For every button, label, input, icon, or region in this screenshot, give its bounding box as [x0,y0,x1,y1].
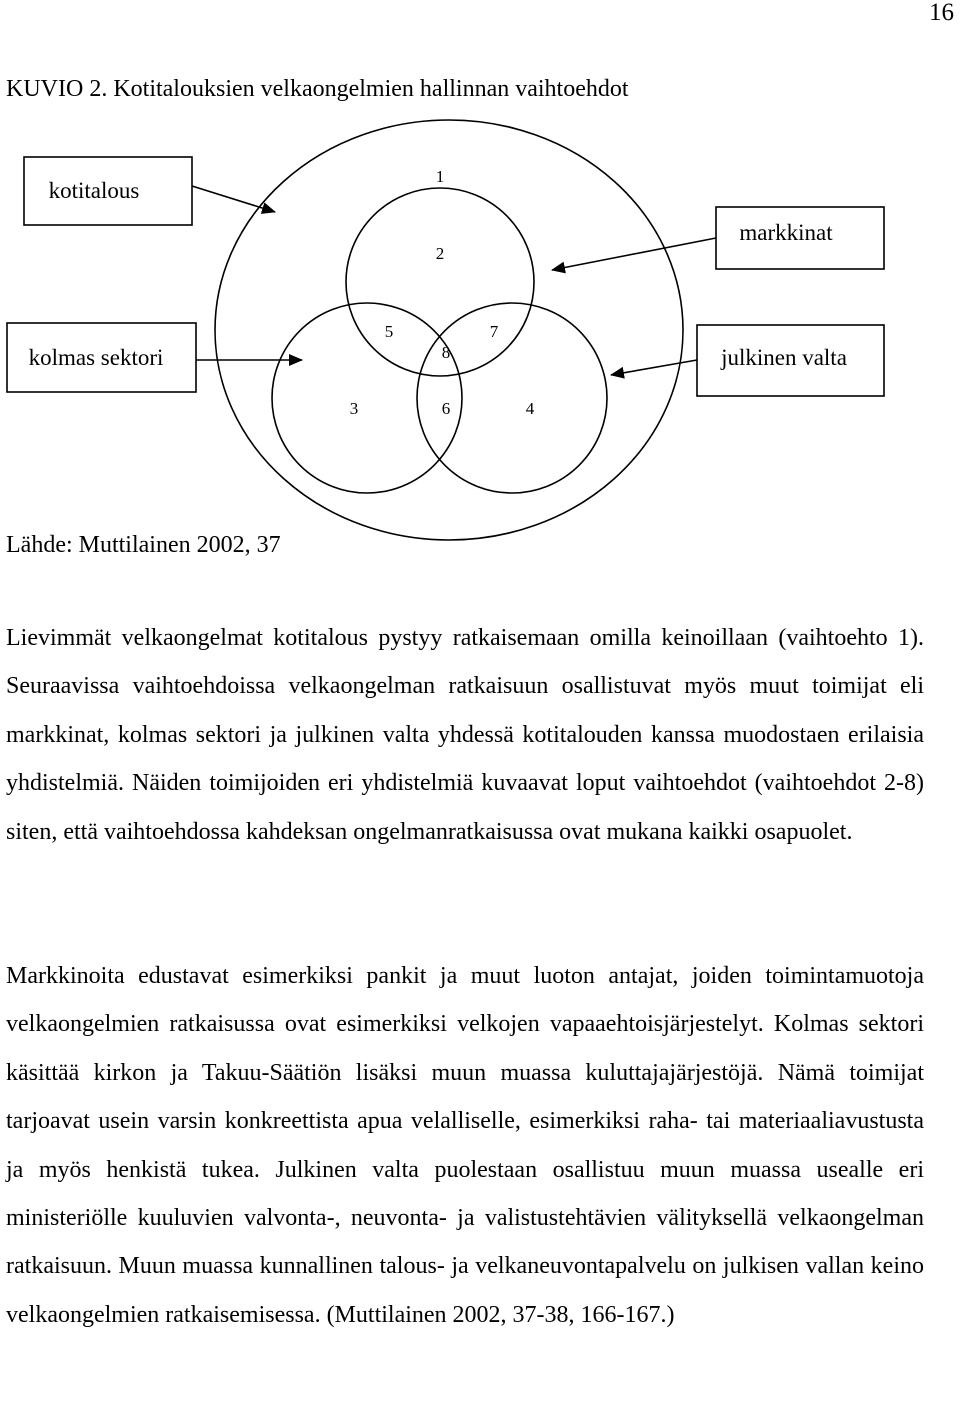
region-number-5: 5 [384,322,394,341]
box-kolmas-sektori-label: kolmas sektori [28,345,164,370]
region-number-8: 8 [441,343,451,362]
paragraph-2: Markkinoita edustavat esimerkiksi pankit ja muut luoton antajat, joiden toimintamuotoja velkaongelmien ratkaisussa ovat esimerkiksi velkojen vapaaehtoisjärjestelyt. Kolmas sektori käsittää kirkon ja Takuu-Säätiön lisäksi muun muassa kuluttajajärjestöjä. Nämä toimijat tarjoavat usein varsin konkreettista apua velalliselle, esimerkiksi raha- tai materiaaliavustusta ja myös henkistä tukea. Julkinen valta puolestaan osallistuu muun muassa usealle eri ministeriölle kuuluvien valvonta-, neuvonta- ja valistustehtävien välityksellä velkaongelman ratkaisuun. Muun muassa kunnallinen talous- ja velkaneuvontapalvelu on julkisen vallan keino velkaongelmien ratkaisemisessa. (Muttilainen 2002, 37-38, 166-167.) [6,963,924,1328]
arrow-markkinat [552,238,716,270]
arrow-kotitalous [192,186,275,212]
paragraph-1: Lievimmät velkaongelmat kotitalous pystyy ratkaisemaan omilla keinoillaan (vaihtoehto 1). Seuraavissa vaihtoehdoissa velkaongelman ratkaisuun osallistuvat myös muut toimijat eli markkinat, kolmas sektori ja julkinen valta yhdessä kotitalouden kanssa muodostaen erilaisia yhdistelmiä. Näiden toimijoiden eri yhdistelmiä kuvaavat loput vaihtoehdot (vaihtoehdot 2-8) siten, että vaihtoehdossa kahdeksan ongelmanratkaisussa ovat mukana kaikki osapuolet. [6,625,924,845]
outer-ellipse [215,120,683,540]
region-number-2: 2 [435,244,445,263]
region-number-6: 6 [441,399,451,418]
region-number-3: 3 [349,399,359,418]
region-number-7: 7 [489,322,499,341]
circle-julkinen-valta [417,303,607,493]
region-number-4: 4 [525,399,535,418]
venn-diagram-svg [0,0,960,560]
figure-source: Lähde: Muttilainen 2002, 37 [6,532,281,558]
box-markkinat-label: markkinat [739,220,833,245]
page-number: 16 [929,0,954,26]
venn-diagram [0,0,960,560]
box-julkinen-valta-label: julkinen valta [721,345,847,370]
circle-markkinat [346,188,534,376]
arrow-julkinen-valta [611,360,697,375]
circle-kolmas-sektori [272,303,462,493]
region-number-1: 1 [435,167,445,186]
box-kotitalous-label: kotitalous [48,178,140,203]
figure-caption: KUVIO 2. Kotitalouksien velkaongelmien hallinnan vaihtoehdot [6,76,629,102]
